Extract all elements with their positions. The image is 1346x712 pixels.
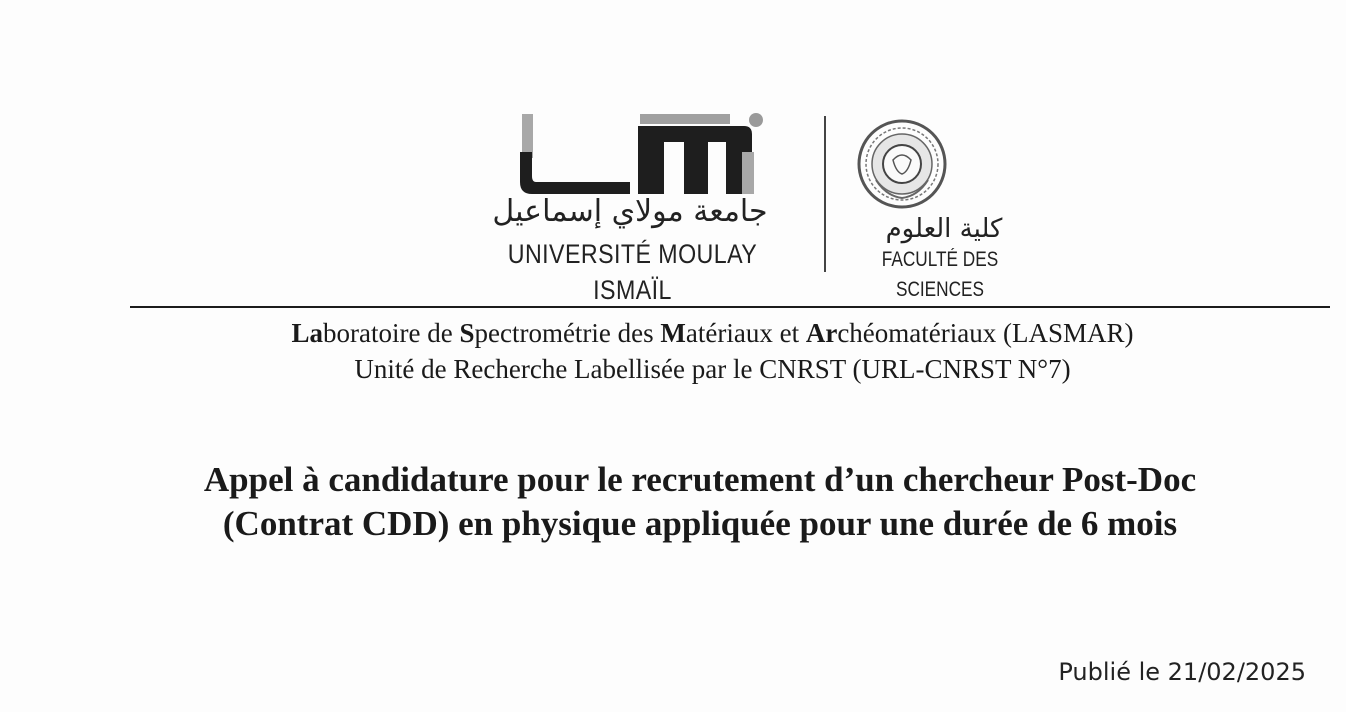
research-unit-line: Unité de Recherche Labellisée par le CNRST (URL-CNRST N°7) [354,354,1071,384]
title-line-2: (Contrat CDD) en physique appliquée pour une durée de 6 mois [222,504,1178,543]
title-line-1: Appel à candidature pour le recrutement d’un chercheur Post-Doc [203,460,1197,499]
header-divider [824,116,826,272]
announcement-title [60,458,1340,546]
umi-logo [512,112,767,198]
header-rule [130,306,1330,308]
faculty-name-french: FACULTÉ DES SCIENCES [881,248,999,301]
faculty-name-arabic: كلية العلوم [885,214,1003,244]
publication-date: Publié le 21/02/2025 [1058,658,1306,686]
university-name-french: UNIVERSITÉ MOULAY ISMAÏL [507,239,758,305]
laboratory-name: Laboratoire de Spectrométrie des Matériaux et Archéomatériaux (LASMAR) [291,318,1134,348]
faculty-seal-icon [856,118,948,210]
university-name-arabic: جامعة مولاي إسماعيل [492,194,768,229]
